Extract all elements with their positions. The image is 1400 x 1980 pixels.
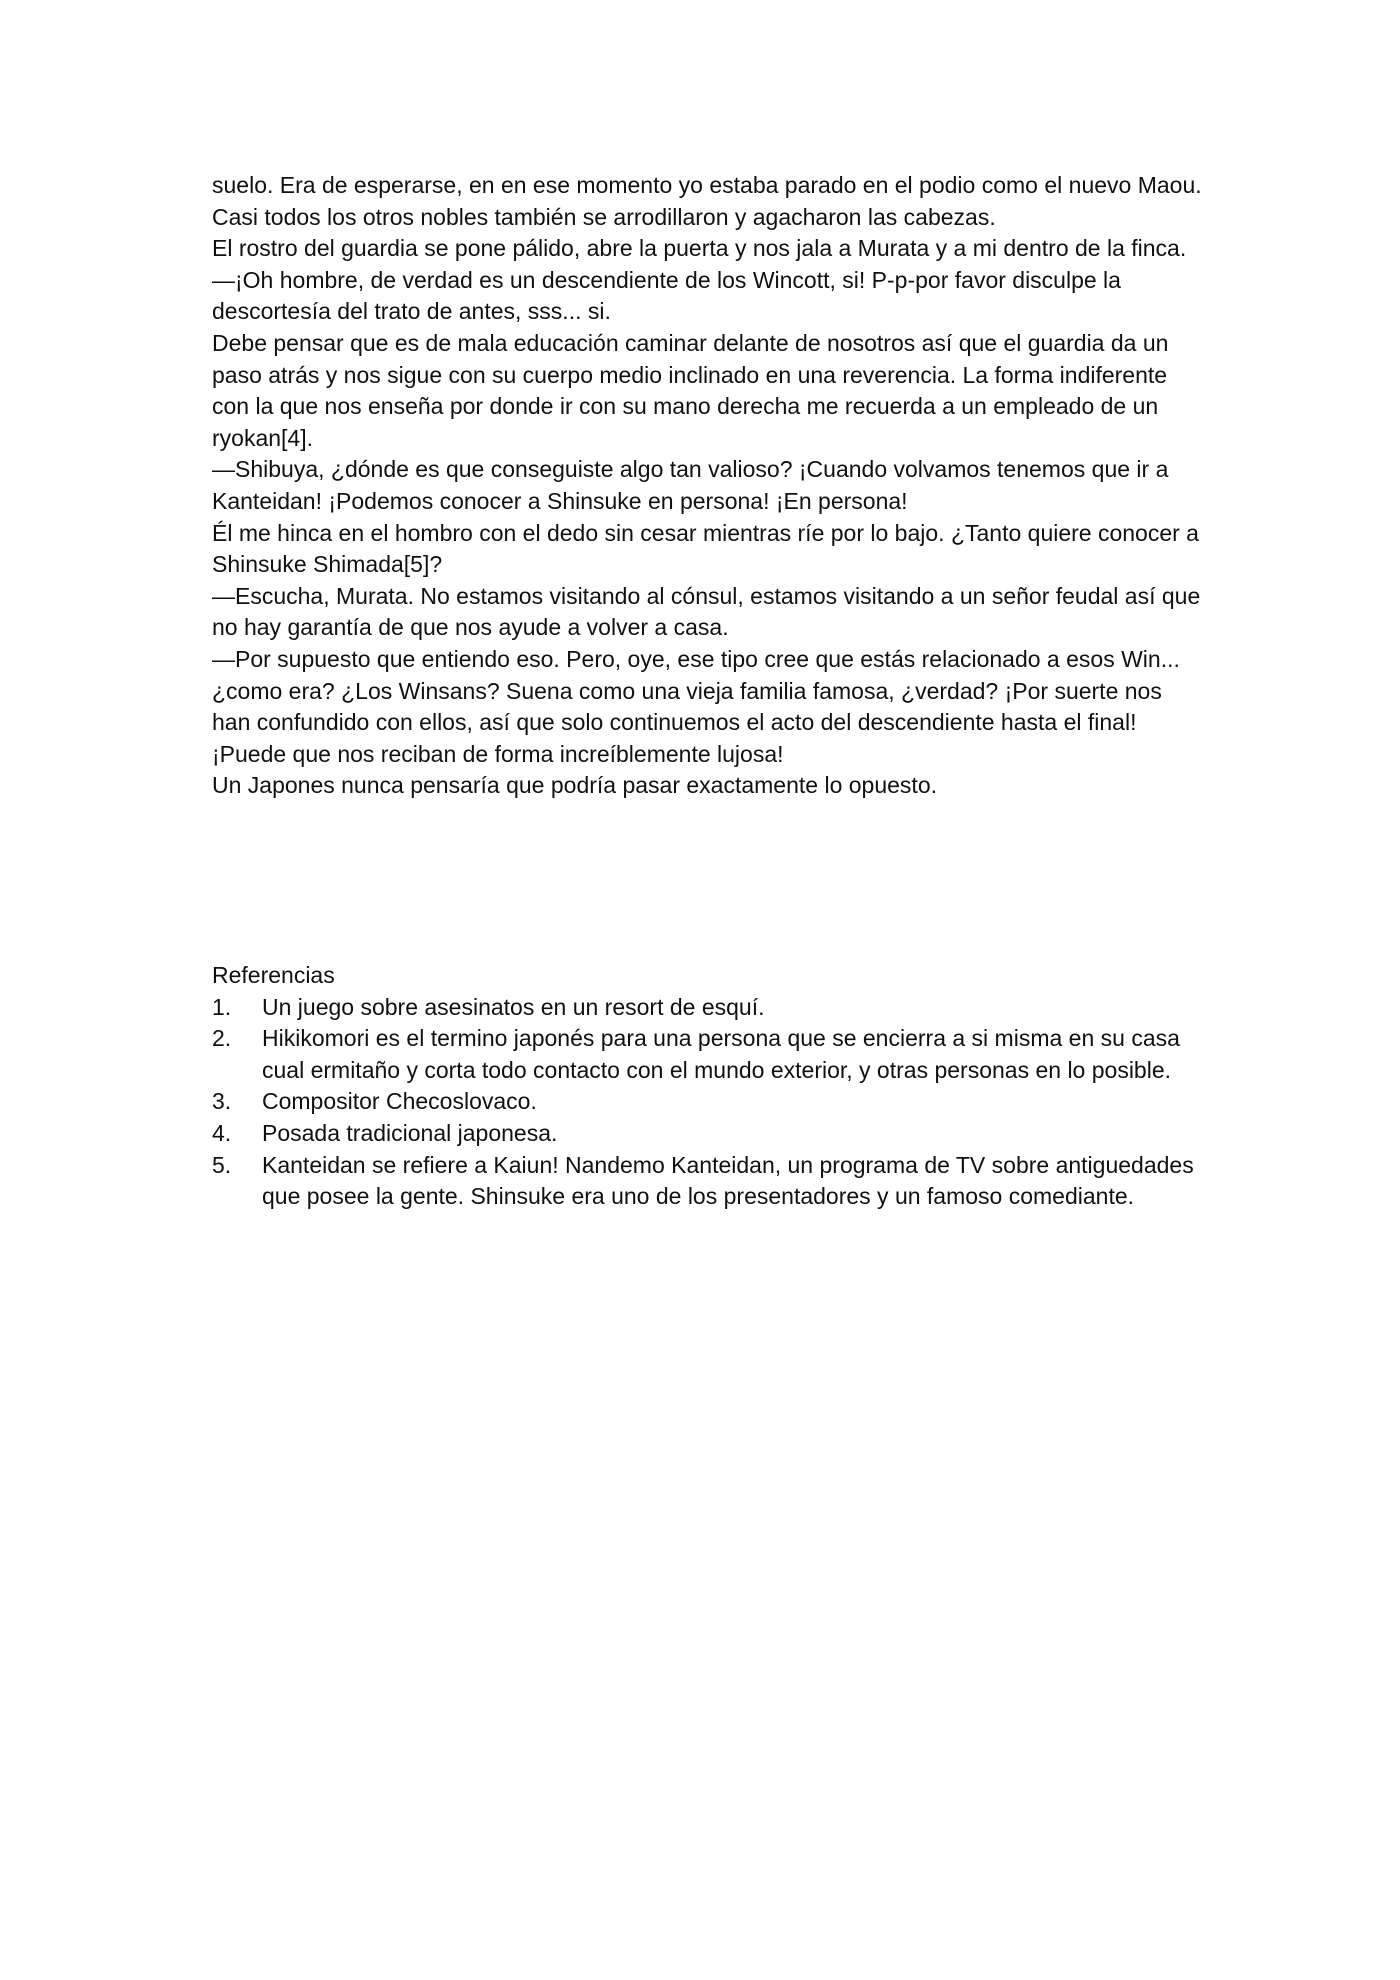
paragraph: Un Japones nunca pensaría que podría pasar exactamente lo opuesto. [212,772,937,799]
reference-number: 1. [212,993,232,1020]
reference-item [212,1150,1202,1213]
paragraph: Él me hinca en el hombro con el dedo sin cesar mientras ríe por lo bajo. ¿Tanto quiere conocer a Shinsuke Shimada[5]? [212,519,1199,578]
reference-text: Un juego sobre asesinatos en un resort de esquí. [262,993,765,1020]
paragraph: Debe pensar que es de mala educación caminar delante de nosotros así que el guardia da un paso atrás y nos sigue con su cuerpo medio inclinado en una reverencia. La forma indiferente con la que nos enseña por donde ir con su mano derecha me recuerda a un empleado de un ryokan[4]. [212,329,1169,451]
paragraph: —¡Oh hombre, de verdad es un descendiente de los Wincott, si! P-p-por favor disculpe la descortesía del trato de antes, sss... si. [212,266,1121,325]
paragraph: —Escucha, Murata. No estamos visitando al cónsul, estamos visitando a un señor feudal así que no hay garantía de que nos ayude a volver a casa. [212,582,1201,641]
reference-text: Compositor Checoslovaco. [262,1088,537,1115]
reference-number: 4. [212,1119,232,1146]
reference-text: Posada tradicional japonesa. [262,1119,558,1146]
reference-item [212,1086,1202,1118]
paragraph: —Por supuesto que entiendo eso. Pero, oye, ese tipo cree que estás relacionado a esos Win... ¿como era? ¿Los Winsans? Suena como una vieja familia famosa, ¿verdad? ¡Por suerte nos han confundido con ellos, así que solo continuemos el acto del descendiente hasta el final! ¡Puede que nos reciban de forma increíblemente lujosa! [212,645,1180,767]
reference-number: 2. [212,1025,232,1052]
reference-item [212,1023,1202,1086]
reference-number: 5. [212,1151,232,1178]
reference-text: Kanteidan se refiere a Kaiun! Nandemo Kanteidan, un programa de TV sobre antiguedades que posee la gente. Shinsuke era uno de los presentadores y un famoso comediante. [262,1151,1194,1210]
reference-item [212,992,1202,1024]
paragraph: El rostro del guardia se pone pálido, abre la puerta y nos jala a Murata y a mi dentro de la finca. [212,235,1187,262]
reference-item [212,1118,1202,1150]
paragraph: —Shibuya, ¿dónde es que conseguiste algo tan valioso? ¡Cuando volvamos tenemos que ir a Kanteidan! ¡Podemos conocer a Shinsuke en persona! ¡En persona! [212,456,1169,514]
reference-number: 3. [212,1088,232,1115]
story-text [212,170,1202,802]
references-heading: Referencias [212,962,335,988]
references-section [212,960,1202,1213]
paragraph: suelo. Era de esperarse, en en ese momento yo estaba parado en el podio como el nuevo Maou. Casi todos los otros nobles también se arrodillaron y agacharon las cabezas. [212,172,1202,230]
reference-text: Hikikomori es el termino japonés para una persona que se encierra a si misma en su casa cual ermitaño y corta todo contacto con el mundo exterior, y otras personas en lo posible. [262,1025,1180,1083]
references-list [212,992,1202,1213]
